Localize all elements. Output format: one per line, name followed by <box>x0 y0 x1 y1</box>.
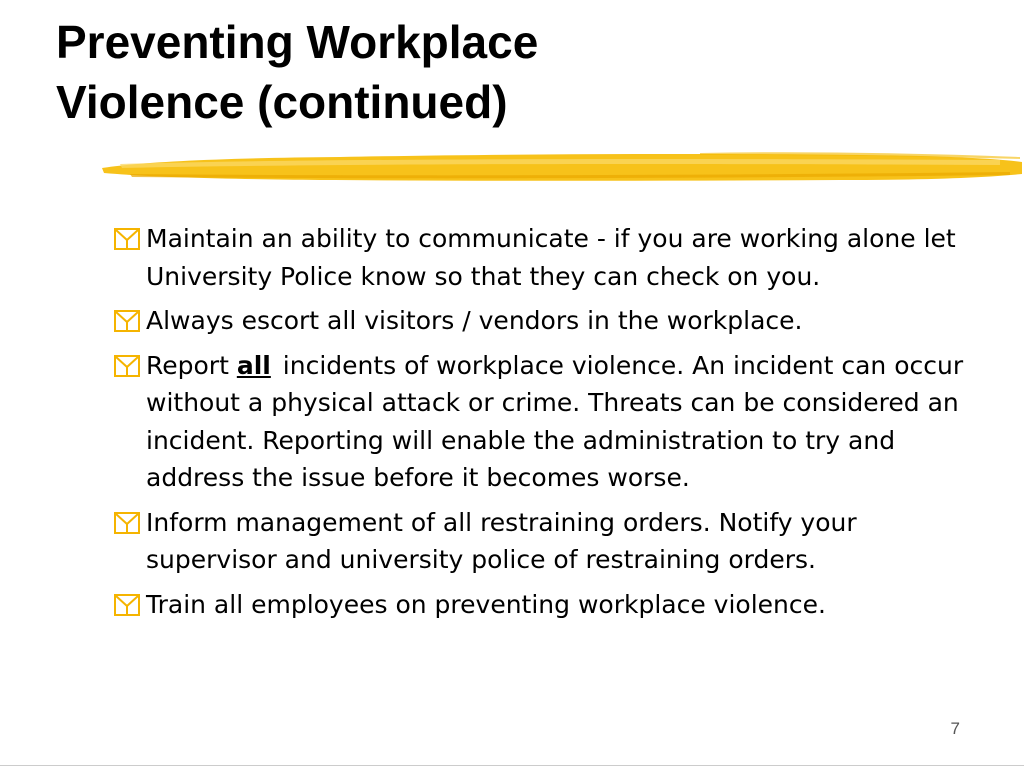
envelope-y-icon <box>114 594 140 616</box>
bullet-text: Maintain an ability to communicate - if you are working alone let University Police know so that they can check on you. <box>146 224 956 291</box>
bullet-text-prefix: Report <box>146 350 237 380</box>
list-item <box>114 504 964 579</box>
bottom-divider <box>0 765 1024 766</box>
bullet-text: Always escort all visitors / vendors in the workplace. <box>146 306 803 335</box>
slide-title <box>56 12 996 132</box>
brush-stroke-divider <box>100 148 1024 188</box>
slide-number: 7 <box>950 719 960 738</box>
emphasis-all: all <box>236 350 271 380</box>
bullet-text-suffix: incidents of workplace violence. An incident can occur without a physical attack or crime. Threats can be considered an incident. Reporting will enable the administration to try and address the issue before it becomes worse. <box>146 350 964 492</box>
envelope-y-icon <box>114 228 140 250</box>
bullet-text: Train all employees on preventing workplace violence. <box>146 589 826 619</box>
slide-title-line-2: Violence (continued) <box>56 76 508 128</box>
envelope-y-icon <box>114 512 140 534</box>
list-item <box>114 302 964 340</box>
slide-title-line-1: Preventing Workplace <box>56 16 539 68</box>
bullet-text: Inform management of all restraining orders. Notify your supervisor and university police of restraining orders. <box>146 507 857 574</box>
list-item <box>114 220 964 295</box>
list-item <box>114 586 964 624</box>
envelope-y-icon <box>114 355 140 377</box>
bullet-list <box>114 220 964 630</box>
envelope-y-icon <box>114 310 140 332</box>
list-item <box>114 347 964 497</box>
